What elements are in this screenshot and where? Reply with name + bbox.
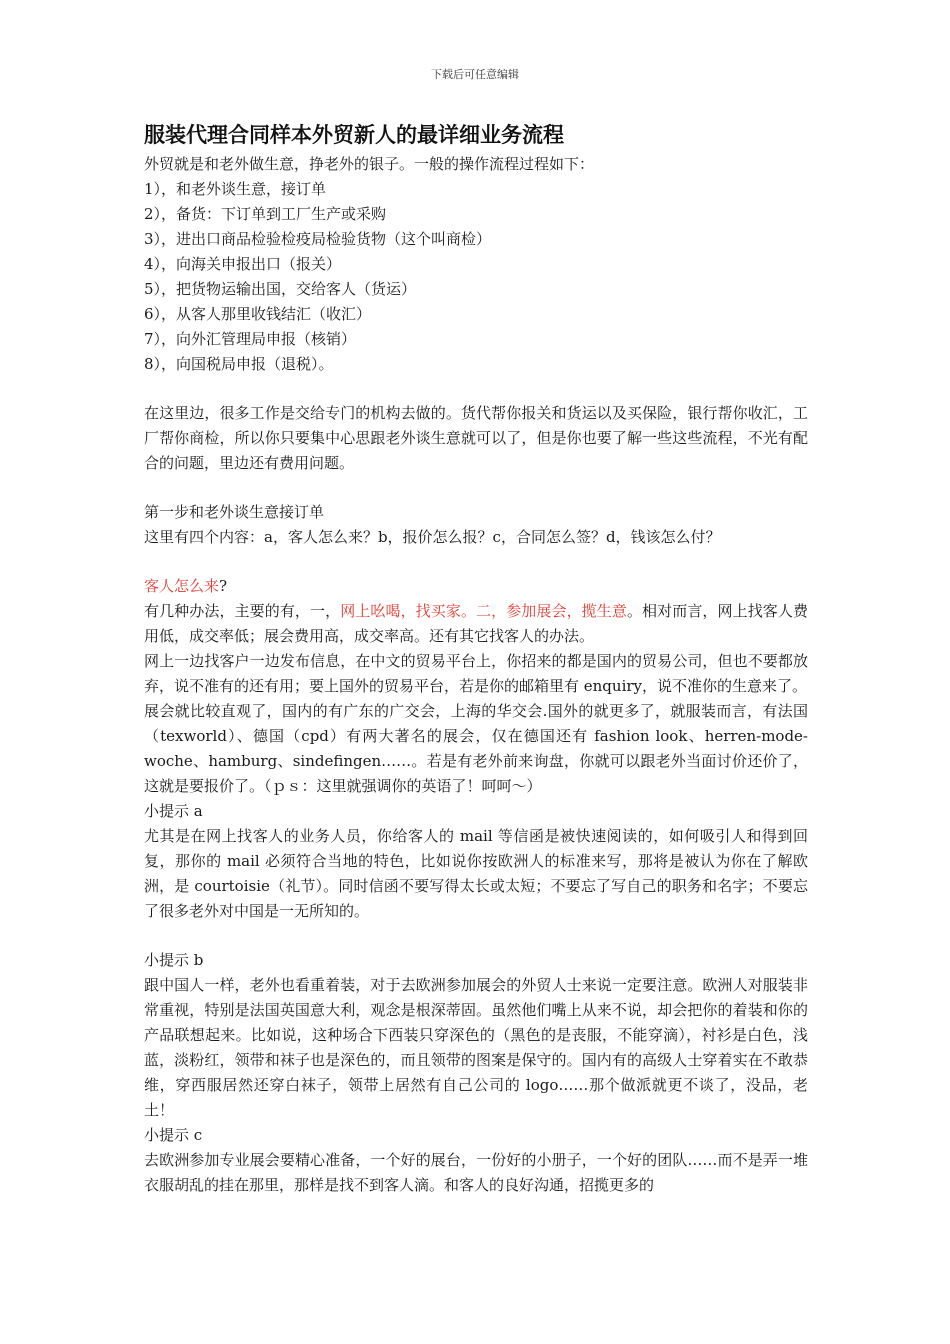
step1-heading: 第一步和老外谈生意接订单 <box>144 503 325 521</box>
methods-highlight: 网上吆喝，找买家。二，参加展会，揽生意 <box>340 602 627 620</box>
process-step: 3），进出口商品检验检疫局检验货物（这个叫商检） <box>144 230 492 248</box>
agents-paragraph: 在这里边，很多工作是交给专门的机构去做的。货代帮你报关和货运以及买保险，银行帮你收汇，工厂帮你商检，所以你只要集中心思跟老外谈生意就可以了，但是你也要了解一些这些流程，不光有配合的问题，里边还有费用问题。 <box>144 404 808 472</box>
question-mark: ? <box>219 577 228 595</box>
online-paragraph: 网上一边找客户一边发布信息，在中文的贸易平台上，你招来的都是国内的贸易公司，但也不要都放弃，说不准有的还有用；要上国外的贸易平台，若是你的邮箱里有 enquiry，说不准你的生意来了。 <box>144 652 808 695</box>
page-header: 下载后可任意编辑 <box>431 68 519 81</box>
spacer <box>144 476 808 500</box>
process-step: 1），和老外谈生意，接订单 <box>144 180 327 198</box>
document-title: 服装代理合同样本外贸新人的最详细业务流程 <box>144 122 564 147</box>
step1-description: 这里有四个内容：a，客人怎么来？b，报价怎么报？c，合同怎么签？d，钱该怎么付？ <box>144 528 721 546</box>
process-step: 7），向外汇管理局申报（核销） <box>144 330 357 348</box>
customer-question-text: 客人怎么来 <box>144 577 220 595</box>
tip-a-paragraph: 尤其是在网上找客人的业务人员，你给客人的 mail 等信函是被快速阅读的，如何吸引人和得到回复，那你的 mail 必须符合当地的特色，比如说你按欧洲人的标准来写，那将是被认为你在了解欧洲，是 courtoisie（礼节）。同时信函不要写得太长或太短；不要忘了写自己的职务和名字；不要忘了很多老外对中国是一无所知的。 <box>144 827 808 920</box>
tip-a-label: 小提示 a <box>144 802 203 820</box>
process-step: 2），备货：下订单到工厂生产或采购 <box>144 205 387 223</box>
tip-c-label: 小提示 c <box>144 1126 203 1144</box>
tip-b-paragraph: 跟中国人一样，老外也看重着装，对于去欧洲参加展会的外贸人士来说一定要注意。欧洲人对服装非常重视，特别是法国英国意大利，观念是根深蒂固。虽然他们嘴上从来不说，却会把你的着装和你的产品联想起来。比如说，这种场合下西装只穿深色的（黑色的是丧服，不能穿滴），衬衫是白色，浅蓝，淡粉红，领带和袜子也是深色的，而且领带的图案是保守的。国内有的高级人士穿着实在不敢恭维，穿西服居然还穿白袜子，领带上居然有自己公司的 logo……那个做派就更不谈了，没品，老土！ <box>144 976 808 1119</box>
document-body <box>144 118 808 1198</box>
methods-intro: 有几种办法，主要的有，一， <box>144 602 341 620</box>
customer-question <box>144 574 808 599</box>
spacer <box>144 550 808 574</box>
tip-b-label: 小提示 b <box>144 951 204 969</box>
methods-paragraph <box>144 599 808 649</box>
process-steps-list <box>144 177 808 377</box>
process-step: 8），向国税局申报（退税）。 <box>144 355 334 373</box>
spacer <box>144 924 808 948</box>
process-step: 4），向海关申报出口（报关） <box>144 255 342 273</box>
spacer <box>144 377 808 401</box>
intro-paragraph: 外贸就是和老外做生意，挣老外的银子。一般的操作流程过程如下： <box>144 155 595 173</box>
process-step: 5），把货物运输出国，交给客人（货运） <box>144 280 417 298</box>
fair-paragraph: 展会就比较直观了，国内的有广东的广交会，上海的华交会.国外的就更多了，就服装而言，有法国（texworld）、德国（cpd）有两大著名的展会，仅在德国还有 fashion look、herren-mode-woche、hamburg、sindefingen……。若是有老外前来询盘，你就可以跟老外当面讨价还价了，这就是要报价了。（ｐｓ：这里就强调你的英语了！呵呵～） <box>144 702 808 795</box>
methods-rest: 。相对而言，网上找客人费用低，成交率低；展会费用高，成交率高。还有其它找客人的办法。 <box>144 602 808 645</box>
tip-c-paragraph: 去欧洲参加专业展会要精心准备，一个好的展台，一份好的小册子，一个好的团队……而不是弄一堆衣服胡乱的挂在那里，那样是找不到客人滴。和客人的良好沟通，招揽更多的 <box>144 1151 808 1194</box>
process-step: 6），从客人那里收钱结汇（收汇） <box>144 305 372 323</box>
